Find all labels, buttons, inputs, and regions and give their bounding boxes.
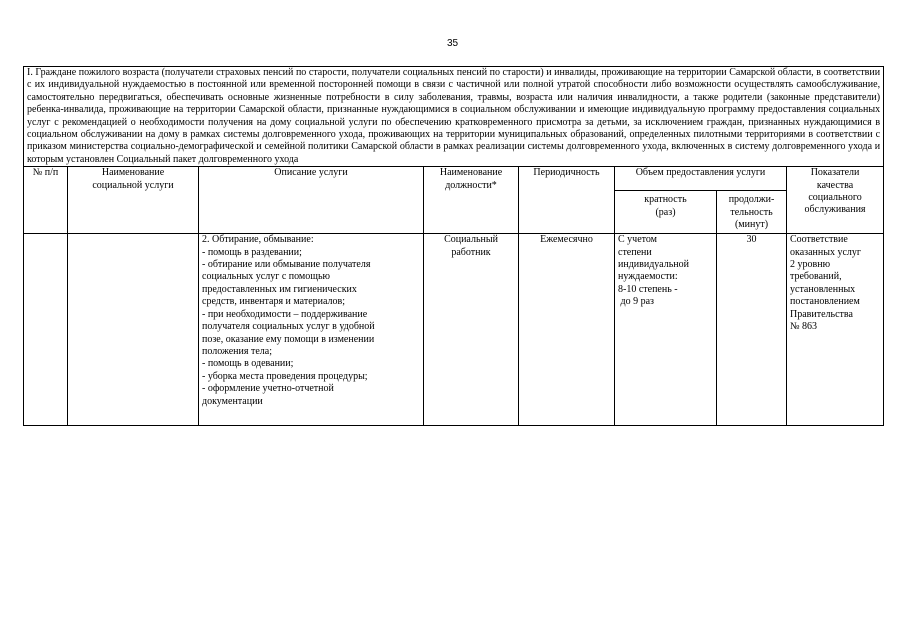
row-description: 2. Обтирание, обмывание: - помощь в раздевании; - обтирание или обмывание получателя социальных услуг с помощью предоставленных им гигиенических средств, инвентаря и материалов; - при необходимости – поддерживание получателя социальных услуг в удобной позе, оказание ему помощи в изменении положения тела; - помощь в одевании; - уборка места проведения процедуры; - оформление учетно-отчетной документации	[199, 234, 424, 426]
header-position: Наименование должности*	[424, 167, 519, 234]
header-description: Описание услуги	[199, 167, 424, 234]
row-quality: Соответствие оказанных услуг 2 уровню требований, установленных постановлением Правительства № 863	[787, 234, 884, 426]
header-frequency: кратность (раз)	[615, 191, 717, 234]
row-num	[24, 234, 68, 426]
header-periodicity: Периодичность	[519, 167, 615, 234]
header-volume: Объем предоставления услуги	[615, 167, 787, 191]
table-row	[24, 234, 884, 426]
row-frequency: С учетом степени индивидуальной нуждаемости: 8-10 степень - до 9 раз	[615, 234, 717, 426]
page-number: 35	[446, 38, 459, 49]
row-position: Социальный работник	[424, 234, 519, 426]
category-row	[24, 67, 884, 167]
header-num: № п/п	[24, 167, 68, 234]
header-row-1	[24, 167, 884, 191]
row-periodicity: Ежемесячно	[519, 234, 615, 426]
header-service-name: Наименование социальной услуги	[68, 167, 199, 234]
row-service-name	[68, 234, 199, 426]
header-duration: продолжи- тельность (минут)	[717, 191, 787, 234]
services-table	[23, 66, 884, 426]
row-duration: 30	[717, 234, 787, 426]
header-quality: Показатели качества социального обслуживания	[787, 167, 884, 234]
category-description: I. Граждане пожилого возраста (получатели страховых пенсий по старости, получатели социальных пенсий по старости) и инвалиды, проживающие на территории Самарской области, в соответствии с их индивидуальной нуждаемостью в постоянной или временной посторонней помощи в связи с частичной или полной утратой способности либо возможности осуществлять самообслуживание, самостоятельно передвигаться, обеспечивать основные жизненные потребности в силу заболевания, травмы, возраста или наличия инвалидности, а также родители (законные представители) ребенка-инвалида, проживающие на территории Самарской области, признанные нуждающимися в социальном обслуживании и имеющие индивидуальную программу предоставления социальных услуг с рекомендацией о необходимости получения на дому социальной услуги по обеспечению кратковременного присмотра за детьми, за исключением граждан, признанных нуждающимися в социальном обслуживании на дому в рамках системы долговременного ухода, проживающих на территории муниципальных образований, определенных пилотными территориями в соответствии с приказом министерства социально-демографической и семейной политики Самарской области в рамках реализации системы долговременного ухода, включенных в систему долговременного ухода и которым установлен Социальный пакет долговременного ухода	[24, 67, 884, 167]
